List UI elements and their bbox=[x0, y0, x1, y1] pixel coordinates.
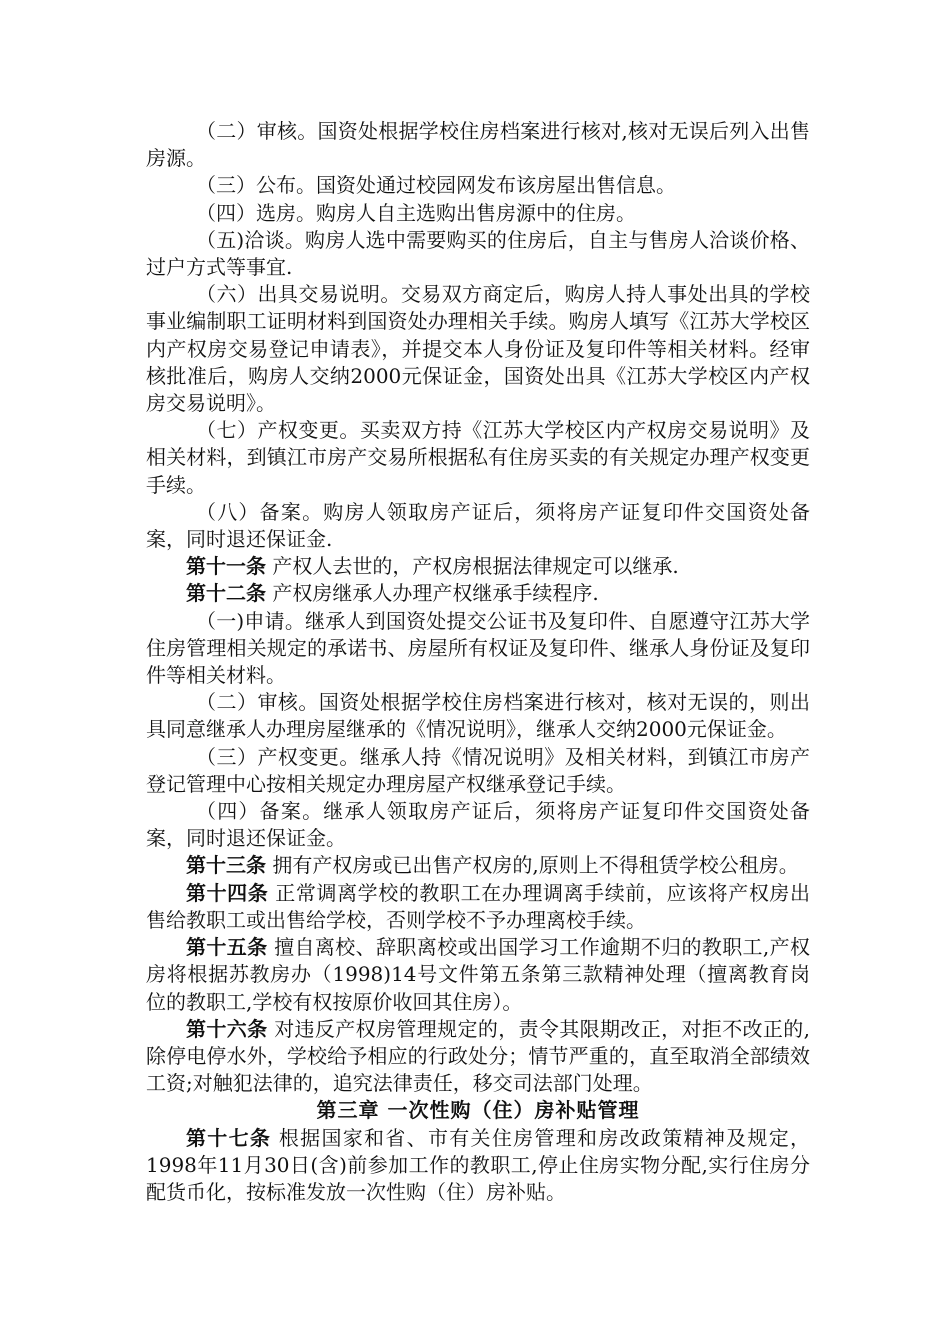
article-14: 第十四条 正常调离学校的教职工在办理调离手续前，应该将产权房出售给教职工或出售给学校，否则学校不予办理离校手续。 bbox=[146, 880, 811, 932]
document-page bbox=[146, 118, 810, 1206]
article-number: 第十五条 bbox=[186, 935, 268, 960]
paragraph-property-change: （七）产权变更。买卖双方持《江苏大学校区内产权房交易说明》及相关材料，到镇江市房产交易所根据私有住房买卖的有关规定办理产权变更手续。 bbox=[146, 418, 810, 497]
article-12: 第十二条 产权房继承人办理产权继承手续程序. bbox=[186, 581, 599, 606]
article-11: 第十一条 产权人去世的，产权房根据法律规定可以继承. bbox=[186, 554, 679, 579]
article-16: 第十六条 对违反产权房管理规定的，责令其限期改正，对拒不改正的,除停电停水外，学校给予相应的行政处分；情节严重的，直至取消全部绩效工资;对触犯法律的，追究法律责任，移交司法部门处理。 bbox=[146, 1016, 811, 1096]
paragraph-inherit-apply: （一)申请。继承人到国资处提交公证书及复印件、自愿遵守江苏大学住房管理相关规定的承诺书、房屋所有权证及复印件、继承人身份证及复印件等相关材料。 bbox=[146, 608, 810, 688]
paragraph-publish: （三）公布。国资处通过校园网发布该房屋出售信息。 bbox=[196, 173, 676, 198]
article-number: 第十六条 bbox=[186, 1016, 268, 1041]
chapter-title: 第三章 一次性购（住）房补贴管理 bbox=[316, 1098, 640, 1123]
paragraph-negotiate: （五)洽谈。购房人选中需要购买的住房后，自主与售房人洽谈价格、过户方式等事宜. bbox=[146, 227, 810, 280]
article-17: 第十七条 根据国家和省、市有关住房管理和房改政策精神及规定，1998年11月30日(含)前参加工作的教职工,停止住房实物分配,实行住房分配货币化，按标准发放一次性购（住）房补贴。 bbox=[146, 1125, 811, 1204]
paragraph-review: （二）审核。国资处根据学校住房档案进行核对,核对无误后列入出售房源。 bbox=[146, 119, 810, 171]
paragraph-filing: （八）备案。购房人领取房产证后，须将房产证复印件交国资处备案，同时退还保证金. bbox=[146, 499, 810, 552]
article-15: 第十五条 擅自离校、辞职离校或出国学习工作逾期不归的教职工,产权房将根据苏教房办（1998)14号文件第五条第三款精神处理（擅离教育岗位的教职工,学校有权按原价收回其住房）。 bbox=[146, 935, 811, 1014]
paragraph-inherit-review: （二）审核。国资处根据学校住房档案进行核对，核对无误的，则出具同意继承人办理房屋继承的《情况说明》，继承人交纳2000元保证金。 bbox=[146, 690, 810, 742]
article-number: 第十二条 bbox=[186, 581, 266, 606]
paragraph-select-house: （四）选房。购房人自主选购出售房源中的住房。 bbox=[196, 200, 636, 225]
article-number: 第十七条 bbox=[186, 1125, 272, 1150]
article-number: 第十四条 bbox=[186, 880, 269, 905]
paragraph-transaction-note: （六）出具交易说明。交易双方商定后，购房人持人事处出具的学校事业编制职工证明材料到国资处办理相关手续。购房人填写《江苏大学校区内产权房交易登记申请表》，并提交本人身份证及复印件等相关材料。经审核批准后，购房人交纳2000元保证金，国资处出具《江苏大学校区内产权房交易说明》。 bbox=[146, 282, 810, 416]
paragraph-inherit-change: （三）产权变更。继承人持《情况说明》及相关材料，到镇江市房产登记管理中心按相关规定办理房屋产权继承登记手续。 bbox=[146, 744, 810, 796]
article-number: 第十三条 bbox=[186, 853, 266, 878]
article-13: 第十三条 拥有产权房或已出售产权房的,原则上不得租赁学校公租房。 bbox=[186, 853, 799, 878]
paragraph-inherit-filing: （四）备案。继承人领取房产证后，须将房产证复印件交国资处备案，同时退还保证金。 bbox=[146, 799, 810, 851]
article-number: 第十一条 bbox=[186, 554, 266, 579]
